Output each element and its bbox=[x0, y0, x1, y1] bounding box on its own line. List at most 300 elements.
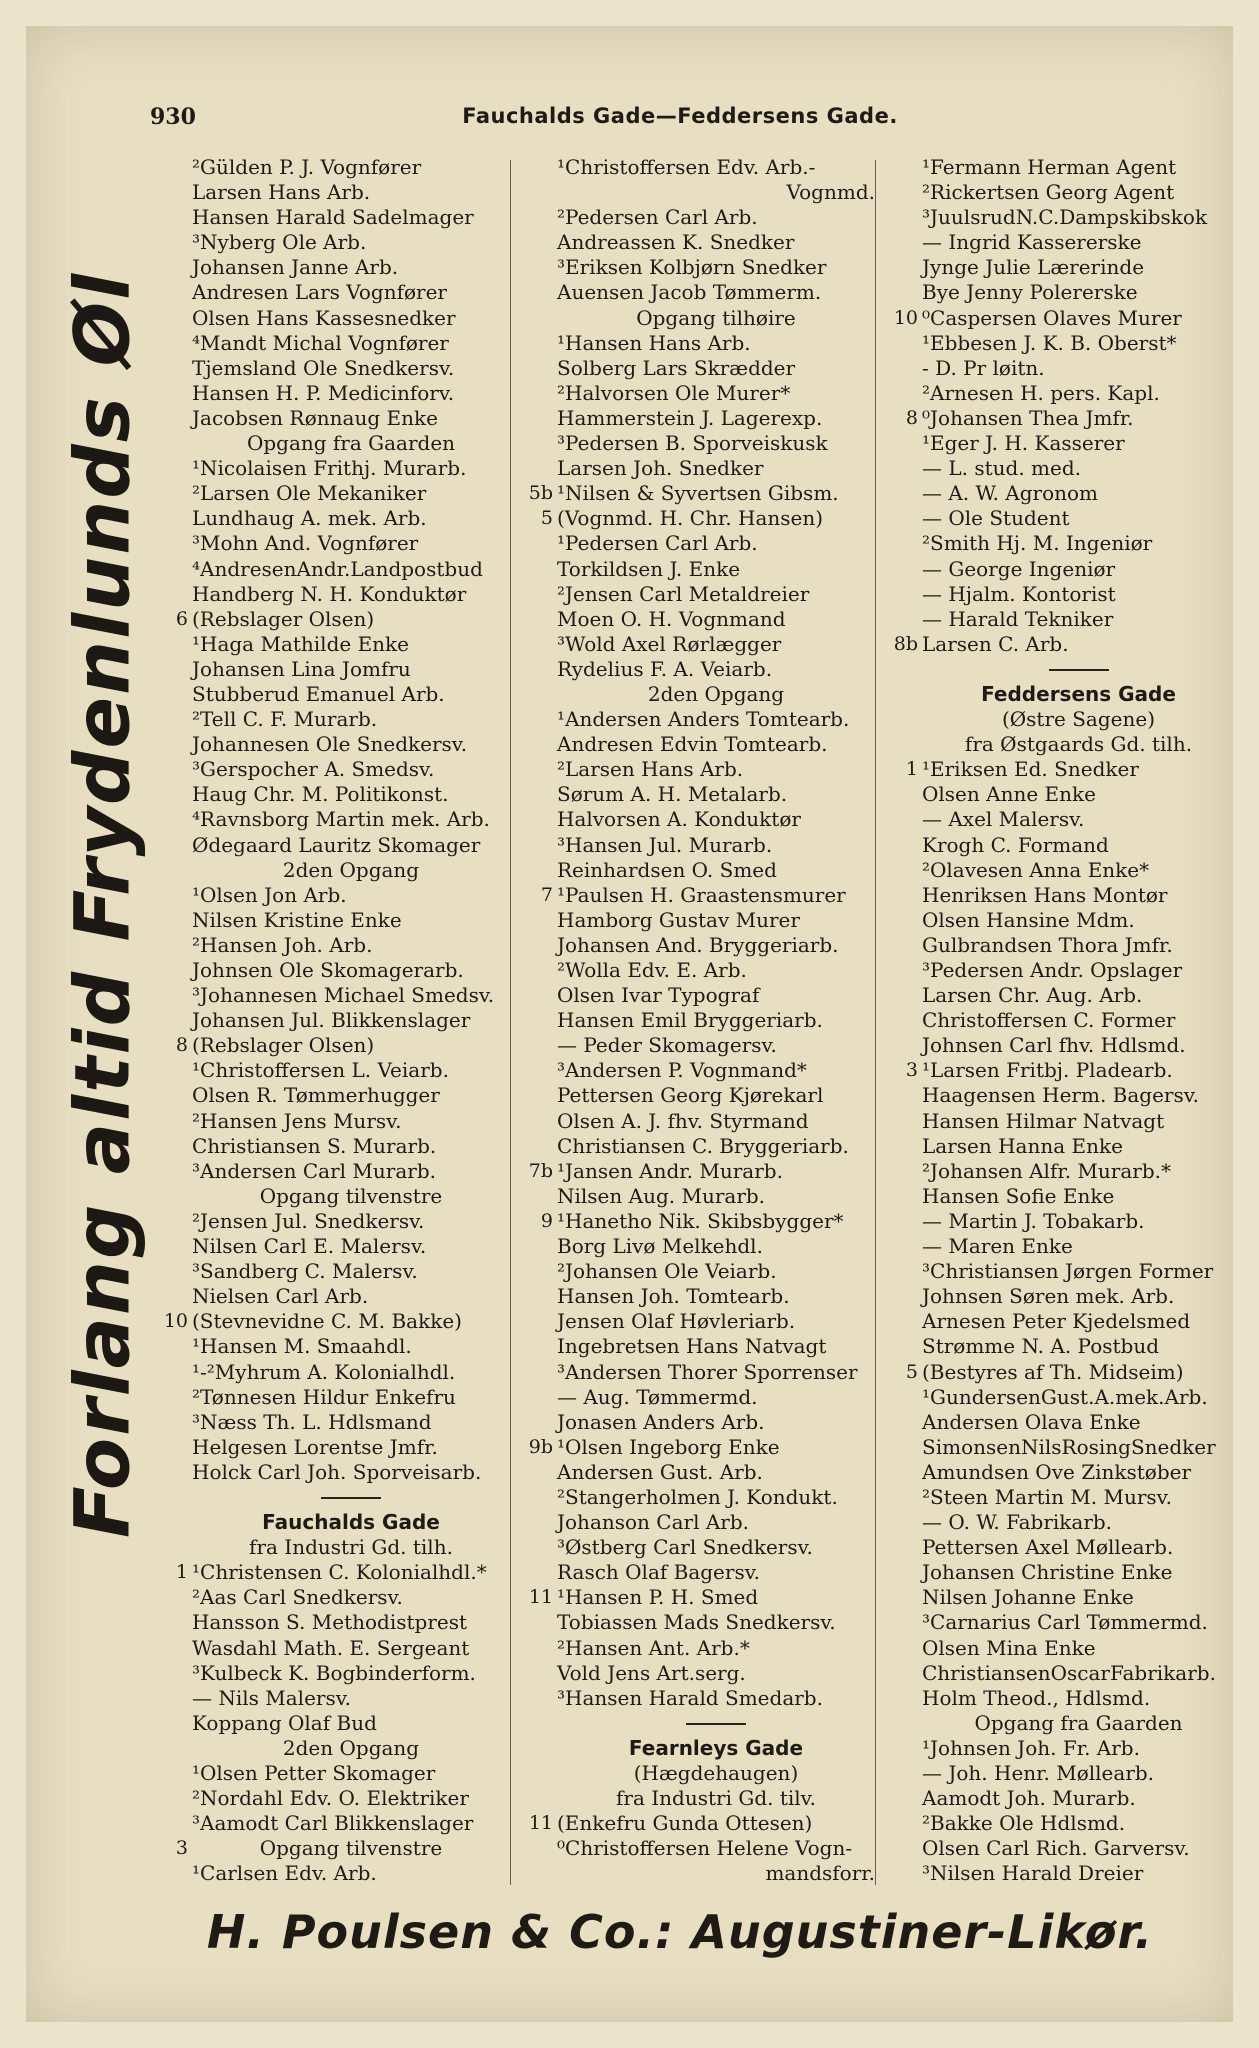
directory-entry bbox=[515, 1535, 875, 1560]
entry-text: ¹GundersenGust.A.mek.Arb. bbox=[922, 1384, 1208, 1409]
entry-text: Borg Livø Melkehdl. bbox=[557, 1234, 763, 1259]
entry-text: fra Industri Gd. tilh. bbox=[249, 1535, 453, 1560]
entry-text: Nilsen Carl E. Malersv. bbox=[192, 1234, 427, 1259]
directory-entry bbox=[150, 557, 510, 582]
directory-entry bbox=[880, 1661, 1235, 1686]
entry-text: ¹Eger J. H. Kasserer bbox=[922, 431, 1125, 456]
directory-entry bbox=[150, 582, 510, 607]
directory-entry bbox=[150, 1711, 510, 1736]
directory-entry bbox=[150, 1661, 510, 1686]
page-number: 930 bbox=[150, 104, 196, 130]
entry-text: ¹Pedersen Carl Arb. bbox=[557, 531, 758, 556]
entry-text: Halvorsen A. Konduktør bbox=[557, 807, 801, 832]
directory-entry bbox=[515, 1209, 875, 1234]
directory-entry bbox=[515, 983, 875, 1008]
directory-entry bbox=[150, 1234, 510, 1259]
directory-entry bbox=[880, 958, 1235, 983]
entry-text: ¹Christoffersen L. Veiarb. bbox=[192, 1058, 449, 1083]
entry-text: Larsen Chr. Aug. Arb. bbox=[922, 983, 1143, 1008]
entry-text: ³Gerspocher A. Smedsv. bbox=[192, 757, 435, 782]
entry-text: ¹Ebbesen J. K. B. Oberst* bbox=[922, 330, 1177, 355]
entry-text: ⁰Johansen Thea Jmfr. bbox=[922, 405, 1134, 430]
entry-text: Strømme N. A. Postbud bbox=[922, 1334, 1160, 1359]
entry-text: Opgang tilvenstre bbox=[259, 1183, 443, 1208]
entry-text: ²Smith Hj. M. Ingeniør bbox=[922, 531, 1153, 556]
entry-text: — Martin J. Tobakarb. bbox=[922, 1208, 1145, 1233]
directory-entry bbox=[150, 531, 510, 556]
entry-text: Olsen Carl Rich. Garversv. bbox=[922, 1836, 1190, 1861]
entry-text: Hansson S. Methodistprest bbox=[192, 1610, 468, 1635]
entry-text: ¹Haga Mathilde Enke bbox=[192, 631, 410, 656]
directory-entry bbox=[515, 1033, 875, 1058]
directory-entry bbox=[515, 1560, 875, 1585]
street-heading bbox=[515, 1736, 875, 1761]
entry-text: ³Andersen P. Vognmand* bbox=[557, 1058, 807, 1083]
entry-text: ²Rickertsen Georg Agent bbox=[922, 180, 1175, 205]
directory-entry bbox=[150, 1209, 510, 1234]
entry-text: Johansen And. Bryggeriarb. bbox=[557, 932, 839, 957]
entry-text: — Nils Malersv. bbox=[192, 1685, 352, 1710]
entry-text: ¹Hansen M. Smaahdl. bbox=[192, 1334, 412, 1359]
directory-entry bbox=[515, 1184, 875, 1209]
directory-entry bbox=[515, 933, 875, 958]
house-number: 8 bbox=[175, 1034, 188, 1057]
entrance-note bbox=[150, 1184, 510, 1209]
directory-entry bbox=[880, 1535, 1235, 1560]
entry-text: Jensen Olaf Høvleriarb. bbox=[557, 1309, 796, 1334]
directory-entry bbox=[515, 230, 875, 255]
entry-text: ³JuulsrudN.C.Dampskibskok bbox=[922, 205, 1208, 230]
directory-entry bbox=[515, 155, 875, 180]
directory-entry bbox=[515, 1410, 875, 1435]
directory-entry bbox=[150, 1284, 510, 1309]
entry-text: ²Larsen Hans Arb. bbox=[557, 757, 744, 782]
directory-entry bbox=[150, 1610, 510, 1635]
directory-entry bbox=[515, 1585, 875, 1610]
directory-entry bbox=[515, 1661, 875, 1686]
entry-text: Feddersens Gade bbox=[981, 681, 1176, 706]
directory-entry bbox=[150, 732, 510, 757]
entry-text: Larsen Hanna Enke bbox=[922, 1133, 1123, 1158]
directory-entry bbox=[880, 1334, 1235, 1359]
entry-text: ¹Larsen Fritbj. Pladearb. bbox=[922, 1058, 1173, 1083]
entry-text: Larsen C. Arb. bbox=[922, 631, 1069, 656]
directory-entry bbox=[150, 230, 510, 255]
directory-entry bbox=[515, 1510, 875, 1535]
entrance-note bbox=[880, 1711, 1235, 1736]
entry-text: ¹Olsen Ingeborg Enke bbox=[557, 1434, 780, 1459]
entry-text: Jonasen Anders Arb. bbox=[557, 1409, 765, 1434]
directory-entry bbox=[880, 1686, 1235, 1711]
entry-text: (Stevnevidne C. M. Bakke) bbox=[192, 1309, 462, 1334]
entry-text: Nilsen Kristine Enke bbox=[192, 907, 402, 932]
entry-text: Henriksen Hans Montør bbox=[922, 882, 1168, 907]
house-number: 5 bbox=[540, 507, 553, 530]
entrance-note bbox=[515, 306, 875, 331]
entry-text: Christoffersen C. Former bbox=[922, 1008, 1176, 1033]
entry-text: ²Tønnesen Hildur Enkefru bbox=[192, 1384, 456, 1409]
directory-entry bbox=[880, 1008, 1235, 1033]
entry-text: 2den Opgang bbox=[282, 857, 420, 882]
directory-entry bbox=[515, 506, 875, 531]
directory-entry bbox=[150, 1033, 510, 1058]
entry-text: Andersen Olava Enke bbox=[922, 1409, 1141, 1434]
entry-text: (Rebslager Olsen) bbox=[192, 606, 375, 631]
entry-text: ³Nilsen Harald Dreier bbox=[922, 1861, 1144, 1886]
entry-text: ²Jensen Jul. Snedkersv. bbox=[192, 1208, 425, 1233]
directory-entry bbox=[880, 908, 1235, 933]
entry-text: Tjemsland Ole Snedkersv. bbox=[192, 355, 455, 380]
directory-entry bbox=[515, 1083, 875, 1108]
directory-entry bbox=[150, 1460, 510, 1485]
directory-entry bbox=[515, 582, 875, 607]
entry-text: Haug Chr. M. Politikonst. bbox=[192, 782, 449, 807]
entry-text: ¹Olsen Petter Skomager bbox=[192, 1761, 436, 1785]
entry-text: Larsen Hans Arb. bbox=[192, 180, 371, 205]
directory-entry bbox=[880, 1234, 1235, 1259]
directory-entry bbox=[515, 858, 875, 883]
directory-entry bbox=[880, 230, 1235, 255]
section-separator bbox=[150, 1485, 510, 1510]
entry-text: ²Hansen Ant. Arb.* bbox=[557, 1635, 750, 1660]
entry-text: (Hægdehaugen) bbox=[633, 1761, 799, 1785]
entry-text: Vold Jens Art.serg. bbox=[557, 1660, 746, 1685]
directory-entry bbox=[880, 1109, 1235, 1134]
entry-text: ²Tell C. F. Murarb. bbox=[192, 707, 378, 732]
entry-text: ²Johansen Ole Veiarb. bbox=[557, 1259, 777, 1284]
entry-text: ¹Olsen Jon Arb. bbox=[192, 882, 347, 907]
directory-entry bbox=[515, 1435, 875, 1460]
entry-text: Johnsen Carl fhv. Hdlsmd. bbox=[922, 1033, 1186, 1058]
directory-entry bbox=[880, 807, 1235, 832]
entry-text: Vognmd. bbox=[786, 180, 875, 205]
entrance-note bbox=[515, 682, 875, 707]
entry-text: Olsen Hansine Mdm. bbox=[922, 907, 1135, 932]
directory-entry bbox=[880, 306, 1235, 331]
entry-text: Holck Carl Joh. Sporveisarb. bbox=[192, 1459, 482, 1484]
directory-entry bbox=[880, 381, 1235, 406]
entry-text: ²Olavesen Anna Enke* bbox=[922, 857, 1150, 882]
entry-text: Bye Jenny Polererske bbox=[922, 280, 1138, 305]
directory-entry bbox=[515, 607, 875, 632]
entry-text: ²Stangerholmen J. Kondukt. bbox=[557, 1484, 838, 1509]
directory-entry bbox=[150, 757, 510, 782]
entry-text: — Aug. Tømmermd. bbox=[557, 1384, 758, 1409]
directory-entry bbox=[150, 807, 510, 832]
entry-text: ¹Nilsen & Syvertsen Gibsm. bbox=[557, 481, 839, 506]
directory-entry bbox=[150, 1334, 510, 1359]
entry-text: ²Wolla Edv. E. Arb. bbox=[557, 958, 747, 982]
entry-text: ³Andersen Thorer Sporrenser bbox=[557, 1359, 858, 1384]
entry-text: ²Hansen Jens Mursv. bbox=[192, 1108, 402, 1133]
directory-entry bbox=[880, 1058, 1235, 1083]
entrance-note bbox=[880, 732, 1235, 757]
entry-text: Lundhaug A. mek. Arb. bbox=[192, 506, 427, 531]
page-header bbox=[150, 104, 1210, 138]
entry-text: Rydelius F. A. Veiarb. bbox=[557, 656, 773, 681]
entry-text: Nilsen Aug. Murarb. bbox=[557, 1183, 766, 1208]
directory-entry bbox=[150, 456, 510, 481]
directory-entry bbox=[515, 1159, 875, 1184]
house-number: 10 bbox=[163, 1310, 188, 1333]
entry-text: Aamodt Joh. Murarb. bbox=[922, 1786, 1136, 1811]
directory-entry bbox=[515, 381, 875, 406]
entry-text: ³Hansen Jul. Murarb. bbox=[557, 832, 773, 857]
entry-text: ¹Christensen C. Kolonialhdl.* bbox=[192, 1560, 487, 1585]
directory-entry bbox=[515, 1058, 875, 1083]
column-divider bbox=[875, 160, 876, 1885]
entry-text: Sørum A. H. Metalarb. bbox=[557, 782, 788, 807]
entry-text: ¹-²Myhrum A. Kolonialhdl. bbox=[192, 1359, 456, 1384]
house-number: 1 bbox=[905, 758, 918, 781]
column-3 bbox=[880, 155, 1235, 1890]
directory-entry bbox=[515, 356, 875, 381]
entry-text: Andersen Gust. Arb. bbox=[557, 1459, 763, 1484]
entry-text: ¹Andersen Anders Tomtearb. bbox=[557, 707, 850, 732]
side-advertisement bbox=[52, 271, 152, 1539]
house-number: 10 bbox=[893, 306, 918, 329]
directory-entry bbox=[880, 280, 1235, 305]
directory-entry bbox=[150, 255, 510, 280]
house-number: 7b bbox=[528, 1159, 553, 1182]
entry-text: — L. stud. med. bbox=[922, 456, 1082, 481]
entry-text: Johannesen Ole Snedkersv. bbox=[192, 732, 468, 757]
entry-text: Koppang Olaf Bud bbox=[192, 1710, 377, 1735]
directory-entry bbox=[150, 356, 510, 381]
entry-text: ³Aamodt Carl Blikkenslager bbox=[192, 1811, 474, 1836]
directory-entry bbox=[150, 280, 510, 305]
directory-entry bbox=[515, 833, 875, 858]
directory-entry bbox=[515, 331, 875, 356]
directory-entry bbox=[515, 632, 875, 657]
entry-text: Tobiassen Mads Snedkersv. bbox=[557, 1610, 836, 1635]
column-divider bbox=[510, 160, 511, 1885]
entry-text: fra Østgaards Gd. tilh. bbox=[964, 732, 1193, 757]
street-heading bbox=[880, 682, 1235, 707]
separator-line bbox=[686, 1723, 746, 1725]
directory-entry bbox=[515, 1836, 875, 1861]
house-number: 11 bbox=[528, 1812, 553, 1835]
directory-entry bbox=[515, 1485, 875, 1510]
entry-text: — Axel Malersv. bbox=[922, 807, 1085, 832]
entry-text: ¹Hanetho Nik. Skibsbygger* bbox=[557, 1208, 844, 1233]
entry-text: ³Andersen Carl Murarb. bbox=[192, 1158, 436, 1183]
entry-text: — Ingrid Kassererske bbox=[922, 230, 1142, 255]
entry-text: fra Industri Gd. tilv. bbox=[616, 1786, 816, 1811]
entry-text: Olsen R. Tømmerhugger bbox=[192, 1083, 440, 1108]
directory-entry bbox=[880, 1736, 1235, 1761]
entry-text: Helgesen Lorentse Jmfr. bbox=[192, 1434, 438, 1459]
entry-text: ¹Christoffersen Edv. Arb.- bbox=[557, 155, 816, 179]
entry-text: ²Bakke Ole Hdlsmd. bbox=[922, 1811, 1126, 1836]
directory-entry bbox=[880, 1184, 1235, 1209]
entry-text: Hansen Hilmar Natvagt bbox=[922, 1108, 1165, 1133]
entry-text: ²Steen Martin M. Mursv. bbox=[922, 1484, 1172, 1509]
directory-entry bbox=[150, 155, 510, 180]
directory-entry bbox=[880, 406, 1235, 431]
entry-text: Arnesen Peter Kjedelsmed bbox=[922, 1309, 1191, 1334]
directory-entry bbox=[150, 1410, 510, 1435]
directory-entry bbox=[880, 833, 1235, 858]
directory-entry bbox=[515, 1334, 875, 1359]
directory-entry bbox=[150, 632, 510, 657]
directory-entry bbox=[515, 782, 875, 807]
footer-advertisement: H. Poulsen & Co.: Augustiner-Likør. bbox=[206, 1905, 1154, 1959]
directory-entry bbox=[880, 506, 1235, 531]
entry-text: Hammerstein J. Lagerexp. bbox=[557, 405, 823, 430]
entry-text: Christiansen S. Murarb. bbox=[192, 1133, 437, 1158]
entry-text: Nilsen Johanne Enke bbox=[922, 1585, 1134, 1610]
entry-text: ²Aas Carl Snedkersv. bbox=[192, 1585, 403, 1610]
directory-entry bbox=[880, 1786, 1235, 1811]
entrance-note bbox=[150, 1535, 510, 1560]
directory-entry bbox=[515, 456, 875, 481]
entry-text: Hansen Emil Bryggeriarb. bbox=[557, 1008, 823, 1033]
entry-text: Opgang tilvenstre bbox=[259, 1836, 443, 1861]
house-number: 6 bbox=[175, 607, 188, 630]
entry-text: 2den Opgang bbox=[647, 681, 785, 706]
directory-entry bbox=[515, 1109, 875, 1134]
entry-text: Olsen Hans Kassesnedker bbox=[192, 305, 456, 330]
entry-text: (Østre Sagene) bbox=[1001, 707, 1156, 732]
house-number: 3 bbox=[175, 1837, 188, 1860]
entry-text: ⁴AndresenAndr.Landpostbud bbox=[192, 556, 483, 581]
house-number: 3 bbox=[905, 1059, 918, 1082]
entry-text: (Enkefru Gunda Ottesen) bbox=[557, 1811, 813, 1836]
entry-text: ²Jensen Carl Metaldreier bbox=[557, 581, 810, 606]
entry-text: — George Ingeniør bbox=[922, 556, 1116, 581]
entry-text: ⁰Christoffersen Helene Vogn- bbox=[557, 1836, 853, 1861]
directory-entry bbox=[880, 582, 1235, 607]
entry-text: ¹Hansen P. H. Smed bbox=[557, 1585, 759, 1610]
entry-text: Ingebretsen Hans Natvagt bbox=[557, 1334, 827, 1359]
entrance-note bbox=[150, 858, 510, 883]
entry-text: Gulbrandsen Thora Jmfr. bbox=[922, 932, 1173, 957]
directory-entry bbox=[880, 1761, 1235, 1786]
house-number: 5b bbox=[528, 482, 553, 505]
entry-text: Hansen Harald Sadelmager bbox=[192, 205, 474, 230]
house-number: 11 bbox=[528, 1586, 553, 1609]
directory-entry bbox=[880, 456, 1235, 481]
entry-text: — Maren Enke bbox=[922, 1234, 1073, 1259]
entry-text: ³Wold Axel Rørlægger bbox=[557, 631, 782, 656]
directory-entry bbox=[515, 1134, 875, 1159]
directory-entry bbox=[880, 1585, 1235, 1610]
entry-text: — Ole Student bbox=[922, 506, 1070, 531]
entrance-note bbox=[150, 1736, 510, 1761]
house-number: 8b bbox=[893, 632, 918, 655]
directory-entry bbox=[880, 1209, 1235, 1234]
directory-entry bbox=[515, 707, 875, 732]
directory-entry bbox=[515, 1309, 875, 1334]
directory-entry bbox=[880, 1159, 1235, 1184]
entry-text: ³Kulbeck K. Bogbinderform. bbox=[192, 1660, 476, 1685]
directory-entry bbox=[150, 1008, 510, 1033]
entry-text: ¹Carlsen Edv. Arb. bbox=[192, 1861, 377, 1886]
directory-entry bbox=[880, 531, 1235, 556]
entry-text: ³Næss Th. L. Hdlsmand bbox=[192, 1409, 432, 1434]
directory-entry bbox=[880, 431, 1235, 456]
directory-entry bbox=[515, 431, 875, 456]
entry-text: — A. W. Agronom bbox=[922, 481, 1099, 506]
entry-text: Stubberud Emanuel Arb. bbox=[192, 681, 445, 706]
entry-text: Amundsen Ove Zinkstøber bbox=[922, 1459, 1192, 1484]
entry-text: Opgang tilhøire bbox=[636, 305, 796, 330]
directory-entry bbox=[150, 883, 510, 908]
directory-entry bbox=[515, 657, 875, 682]
entry-text: Haagensen Herm. Bagersv. bbox=[922, 1083, 1200, 1108]
directory-entry bbox=[150, 506, 510, 531]
directory-entry bbox=[150, 1761, 510, 1786]
directory-entry bbox=[880, 1385, 1235, 1410]
directory-entry bbox=[150, 205, 510, 230]
directory-entry bbox=[150, 1360, 510, 1385]
directory-entry bbox=[150, 1786, 510, 1811]
entry-text: (Vognmd. H. Chr. Hansen) bbox=[557, 506, 824, 531]
directory-entry bbox=[515, 205, 875, 230]
entry-text: ¹Johnsen Joh. Fr. Arb. bbox=[922, 1735, 1140, 1760]
entry-text: Jacobsen Rønnaug Enke bbox=[192, 405, 438, 430]
directory-entry bbox=[880, 607, 1235, 632]
directory-entry bbox=[150, 1861, 510, 1886]
entry-text: Pettersen Axel Møllearb. bbox=[922, 1535, 1174, 1560]
entry-text: ³Eriksen Kolbjørn Snedker bbox=[557, 255, 827, 280]
house-number: 9b bbox=[528, 1435, 553, 1458]
entry-text: Hansen H. P. Medicinforv. bbox=[192, 380, 455, 405]
directory-entry bbox=[150, 1686, 510, 1711]
directory-entry bbox=[150, 1134, 510, 1159]
entry-text: Fearnleys Gade bbox=[628, 1735, 804, 1760]
house-number: 8 bbox=[905, 406, 918, 429]
entrance-note bbox=[150, 1836, 510, 1861]
separator-line bbox=[321, 1497, 381, 1499]
directory-entry bbox=[880, 1485, 1235, 1510]
directory-entry bbox=[150, 958, 510, 983]
directory-entry bbox=[880, 1560, 1235, 1585]
directory-entry bbox=[880, 205, 1235, 230]
directory-entry bbox=[515, 1234, 875, 1259]
entry-text: ⁴Ravnsborg Martin mek. Arb. bbox=[192, 807, 490, 832]
directory-entry bbox=[150, 1435, 510, 1460]
directory-entry bbox=[515, 807, 875, 832]
directory-entry bbox=[515, 481, 875, 506]
entry-text: SimonsenNilsRosingSnedker bbox=[922, 1434, 1216, 1459]
directory-entry bbox=[515, 732, 875, 757]
entry-text: ²Arnesen H. pers. Kapl. bbox=[922, 380, 1160, 405]
directory-entry bbox=[515, 757, 875, 782]
directory-entry bbox=[515, 1385, 875, 1410]
entry-text: Johnsen Søren mek. Arb. bbox=[922, 1284, 1175, 1309]
entry-text: Hansen Joh. Tomtearb. bbox=[557, 1284, 790, 1309]
side-advertisement-text: Forlang altid Frydenlunds Øl bbox=[57, 271, 147, 1539]
entry-text: ³Pedersen Andr. Opslager bbox=[922, 958, 1183, 982]
entry-text: Johnsen Ole Skomagerarb. bbox=[192, 958, 464, 982]
column-2 bbox=[515, 155, 875, 1890]
entry-text: — Joh. Henr. Møllearb. bbox=[922, 1761, 1155, 1785]
entry-text: ²Halvorsen Ole Murer* bbox=[557, 380, 791, 405]
entry-text: ¹Fermann Herman Agent bbox=[922, 155, 1177, 179]
directory-entry bbox=[880, 1460, 1235, 1485]
directory-entry bbox=[880, 983, 1235, 1008]
entry-text: ¹Jansen Andr. Murarb. bbox=[557, 1158, 783, 1183]
entry-text: ³Johannesen Michael Smedsv. bbox=[192, 983, 495, 1008]
entry-text: Moen O. H. Vognmand bbox=[557, 606, 786, 631]
entry-text: Andresen Edvin Tomtearb. bbox=[557, 732, 828, 757]
entry-text: Solberg Lars Skrædder bbox=[557, 355, 796, 380]
entrance-note bbox=[515, 1761, 875, 1786]
house-number: 5 bbox=[905, 1360, 918, 1383]
directory-entry bbox=[150, 682, 510, 707]
